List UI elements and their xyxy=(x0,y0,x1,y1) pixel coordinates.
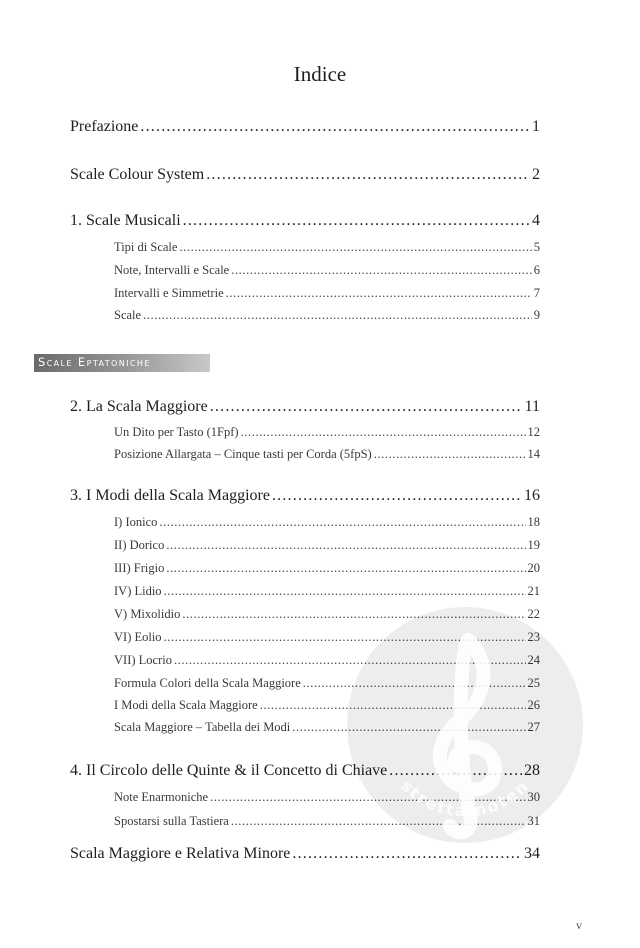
toc-subentry xyxy=(114,538,540,553)
toc-entry xyxy=(70,487,540,505)
leader-dots xyxy=(241,425,526,440)
toc-entry-label: IV) Lidio xyxy=(114,584,162,598)
leader-dots xyxy=(231,814,526,829)
leader-dots xyxy=(231,263,532,278)
toc-entry-page: 24 xyxy=(527,653,540,667)
toc-entry xyxy=(70,845,540,863)
toc-entry xyxy=(70,398,540,416)
toc-entry-label: Scale xyxy=(114,308,142,322)
toc-subentry xyxy=(114,814,540,829)
leader-dots xyxy=(389,762,522,780)
toc-entry-page: 7 xyxy=(533,286,540,300)
leader-dots xyxy=(210,790,525,805)
toc-entry-label: Note Enarmoniche xyxy=(114,790,209,804)
toc-entry-label: Spostarsi sulla Tastiera xyxy=(114,814,229,828)
toc-entry-page: 11 xyxy=(524,398,540,415)
toc-entry-label: 1. Scale Musicali xyxy=(70,212,181,229)
toc-entry-label: VI) Eolio xyxy=(114,630,162,644)
page-title: Indice xyxy=(293,62,347,86)
toc-entry-label: I) Ionico xyxy=(114,515,158,529)
toc-entry xyxy=(70,118,540,136)
leader-dots xyxy=(182,607,525,622)
toc-entry-page: 20 xyxy=(527,561,540,575)
toc-entry-page: 16 xyxy=(524,487,540,504)
toc-entry-page: 19 xyxy=(527,538,540,552)
toc-subentry xyxy=(114,308,540,323)
toc-entry-label: Scala Maggiore – Tabella dei Modi xyxy=(114,720,291,734)
leader-dots xyxy=(210,398,523,416)
leader-dots xyxy=(272,487,522,505)
toc-entry-label: Intervalli e Simmetrie xyxy=(114,286,224,300)
toc-entry-label: 3. I Modi della Scala Maggiore xyxy=(70,487,270,504)
toc-subentry xyxy=(114,790,540,805)
toc-subentry xyxy=(114,698,540,713)
leader-dots xyxy=(292,845,522,863)
leader-dots xyxy=(179,240,531,255)
toc-subentry xyxy=(114,630,540,645)
toc-entry-page: 5 xyxy=(533,240,540,254)
leader-dots xyxy=(143,308,532,323)
leader-dots xyxy=(292,720,525,735)
toc-subentry xyxy=(114,653,540,668)
toc-entry-page: 25 xyxy=(527,676,540,690)
leader-dots xyxy=(166,561,525,576)
toc-entry-page: 26 xyxy=(527,698,540,712)
toc-subentry xyxy=(114,425,540,440)
toc-entry-page: 2 xyxy=(532,166,540,183)
leader-dots xyxy=(226,286,532,301)
toc-entry-page: 30 xyxy=(527,790,540,804)
leader-dots xyxy=(206,166,530,184)
toc-subentry xyxy=(114,447,540,462)
toc-entry-page: 6 xyxy=(533,263,540,277)
toc-entry-label: II) Dorico xyxy=(114,538,165,552)
toc-entry-label: Posizione Allargata – Cinque tasti per Corda (5fpS) xyxy=(114,447,372,461)
toc-subentry xyxy=(114,720,540,735)
leader-dots xyxy=(140,118,530,136)
page-number: v xyxy=(576,918,582,932)
toc-entry-label: Scale Colour System xyxy=(70,166,205,183)
toc-subentry xyxy=(114,561,540,576)
leader-dots xyxy=(183,212,530,230)
toc-entry-page: 14 xyxy=(527,447,540,461)
toc-entry-label: Note, Intervalli e Scale xyxy=(114,263,230,277)
leader-dots xyxy=(260,698,526,713)
toc-entry xyxy=(70,762,540,780)
toc-entry-page: 23 xyxy=(527,630,540,644)
leader-dots xyxy=(174,653,526,668)
section-banner-label: Scale Eptatoniche xyxy=(38,355,151,369)
toc-entry-label: 4. Il Circolo delle Quinte & il Concetto di Chiave xyxy=(70,762,388,779)
toc-entry xyxy=(70,166,540,184)
toc-entry-page: 12 xyxy=(527,425,540,439)
leader-dots xyxy=(303,676,526,691)
section-banner xyxy=(34,354,210,372)
toc-entry-page: 9 xyxy=(533,308,540,322)
toc-entry-label: Prefazione xyxy=(70,118,139,135)
toc-entry-label: I Modi della Scala Maggiore xyxy=(114,698,258,712)
toc-entry-page: 4 xyxy=(532,212,540,229)
toc-entry-label: Tipi di Scale xyxy=(114,240,178,254)
toc-entry-label: III) Frigio xyxy=(114,561,165,575)
watermark-text: stretta-noten xyxy=(397,775,533,821)
toc-entry-label: Un Dito per Tasto (1Fpf) xyxy=(114,425,239,439)
toc-subentry xyxy=(114,286,540,301)
toc-entry-page: 22 xyxy=(527,607,540,621)
toc-entry-label: Scala Maggiore e Relativa Minore xyxy=(70,845,291,862)
toc-subentry xyxy=(114,607,540,622)
leader-dots xyxy=(166,538,525,553)
toc-subentry xyxy=(114,676,540,691)
toc-entry-label: V) Mixolidio xyxy=(114,607,181,621)
toc-entry xyxy=(70,212,540,230)
toc-entry-page: 1 xyxy=(532,118,540,135)
toc-entry-page: 18 xyxy=(527,515,540,529)
toc-subentry xyxy=(114,240,540,255)
toc-entry-page: 27 xyxy=(527,720,540,734)
leader-dots xyxy=(164,584,526,599)
toc-entry-label: 2. La Scala Maggiore xyxy=(70,398,208,415)
toc-entry-page: 28 xyxy=(524,762,540,779)
toc-entry-page: 21 xyxy=(527,584,540,598)
toc-entry-page: 31 xyxy=(527,814,540,828)
toc-subentry xyxy=(114,515,540,530)
toc-entry-label: Formula Colori della Scala Maggiore xyxy=(114,676,301,690)
toc-subentry xyxy=(114,263,540,278)
leader-dots xyxy=(159,515,525,530)
toc-subentry xyxy=(114,584,540,599)
toc-entry-page: 34 xyxy=(524,845,540,862)
leader-dots xyxy=(374,447,526,462)
leader-dots xyxy=(164,630,526,645)
toc-entry-label: VII) Locrio xyxy=(114,653,172,667)
